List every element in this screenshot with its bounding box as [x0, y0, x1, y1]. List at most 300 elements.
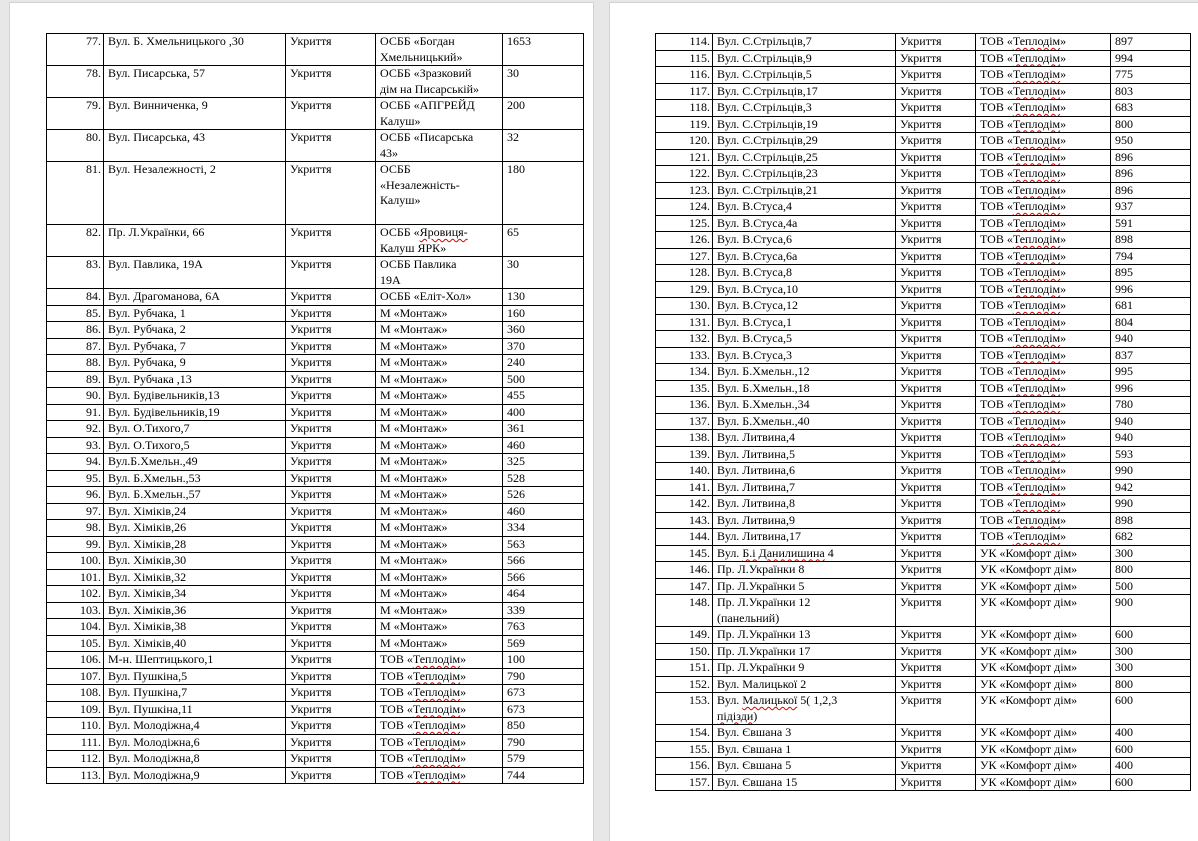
cell-address: Вул. В.Стуса,12 — [713, 298, 896, 315]
table-row — [47, 652, 584, 669]
cell-number: 132. — [656, 331, 713, 348]
table-row — [656, 512, 1191, 529]
cell-organization: УК «Комфорт дім» — [976, 725, 1111, 742]
cell-number: 111. — [47, 734, 104, 751]
cell-address: Вул. Рубчака, 2 — [104, 322, 286, 339]
cell-number: 95. — [47, 470, 104, 487]
spellcheck-flagged-word: Теплодім — [1012, 463, 1061, 477]
spellcheck-flagged-word: Теплодім — [1012, 430, 1061, 444]
cell-address: Вул.Б.Хмельн.,49 — [104, 454, 286, 471]
cell-capacity: 942 — [1111, 479, 1191, 496]
table-row — [47, 487, 584, 504]
cell-number: 86. — [47, 322, 104, 339]
cell-address: Вул. Литвина,17 — [713, 529, 896, 546]
cell-address: Вул. Хіміків,28 — [104, 536, 286, 553]
table-row — [47, 569, 584, 586]
cell-organization: ТОВ «Теплодім» — [976, 50, 1111, 67]
spellcheck-flagged-word: Теплодім — [412, 685, 461, 699]
cell-type: Укриття — [896, 133, 976, 150]
cell-number: 102. — [47, 586, 104, 603]
cell-number: 121. — [656, 149, 713, 166]
cell-capacity: 800 — [1111, 116, 1191, 133]
cell-address: Вул. В.Стуса,6а — [713, 248, 896, 265]
cell-address: Вул. В.Стуса,4 — [713, 199, 896, 216]
cell-number: 98. — [47, 520, 104, 537]
cell-number: 134. — [656, 364, 713, 381]
shelter-table-page-1 — [46, 33, 584, 784]
cell-capacity: 900 — [1111, 595, 1191, 627]
cell-type: Укриття — [896, 149, 976, 166]
table-row — [656, 166, 1191, 183]
cell-organization: М «Монтаж» — [376, 602, 503, 619]
cell-type: Укриття — [896, 545, 976, 562]
cell-capacity: 30 — [503, 66, 584, 98]
cell-address: Пр. Л.Українки 9 — [713, 660, 896, 677]
cell-type: Укриття — [286, 454, 376, 471]
cell-capacity: 683 — [1111, 100, 1191, 117]
cell-address: Вул. Б.Хмельн.,34 — [713, 397, 896, 414]
cell-number: 107. — [47, 668, 104, 685]
cell-address: Вул. С.Стрільців,21 — [713, 182, 896, 199]
cell-number: 142. — [656, 496, 713, 513]
table-row — [47, 602, 584, 619]
cell-type: Укриття — [896, 265, 976, 282]
spellcheck-flagged-word: Теплодім — [1012, 116, 1061, 131]
table-row — [656, 215, 1191, 232]
cell-address: Пр. Л.Українки, 66 — [104, 225, 286, 257]
cell-number: 106. — [47, 652, 104, 669]
spellcheck-flagged-word: Теплодім — [1012, 182, 1061, 197]
cell-organization: ТОВ «Теплодім» — [976, 413, 1111, 430]
cell-number: 148. — [656, 595, 713, 627]
cell-number: 127. — [656, 248, 713, 265]
cell-address: Вул. Малицької 2 — [713, 676, 896, 693]
cell-type: Укриття — [286, 404, 376, 421]
cell-number: 146. — [656, 562, 713, 579]
cell-organization: ТОВ «Теплодім» — [376, 751, 503, 768]
cell-number: 94. — [47, 454, 104, 471]
cell-organization: М «Монтаж» — [376, 487, 503, 504]
cell-organization: ТОВ «Теплодім» — [976, 364, 1111, 381]
cell-type: Укриття — [896, 215, 976, 232]
cell-address: Вул. Пушкіна,7 — [104, 685, 286, 702]
cell-number: 138. — [656, 430, 713, 447]
cell-capacity: 460 — [503, 503, 584, 520]
cell-capacity: 994 — [1111, 50, 1191, 67]
cell-capacity: 794 — [1111, 248, 1191, 265]
cell-address: Вул. Винниченка, 9 — [104, 98, 286, 130]
table-row — [656, 232, 1191, 249]
cell-capacity: 528 — [503, 470, 584, 487]
table-row — [656, 83, 1191, 100]
cell-number: 116. — [656, 67, 713, 84]
cell-organization: ТОВ «Теплодім» — [976, 430, 1111, 447]
cell-type: Укриття — [286, 162, 376, 225]
table-row — [47, 767, 584, 784]
cell-capacity: 790 — [503, 668, 584, 685]
cell-address: Вул. Молодіжна,4 — [104, 718, 286, 735]
cell-type: Укриття — [896, 232, 976, 249]
cell-organization: М «Монтаж» — [376, 421, 503, 438]
cell-type: Укриття — [286, 536, 376, 553]
cell-address: Вул. Писарська, 57 — [104, 66, 286, 98]
shelter-table-page-2 — [655, 33, 1191, 791]
cell-address: Вул. В.Стуса,5 — [713, 331, 896, 348]
cell-number: 91. — [47, 404, 104, 421]
cell-organization: ОСББ «Яровиця- Калуш ЯРК» — [376, 225, 503, 257]
cell-number: 133. — [656, 347, 713, 364]
cell-type: Укриття — [896, 512, 976, 529]
cell-address: Вул. В.Стуса,1 — [713, 314, 896, 331]
cell-type: Укриття — [286, 718, 376, 735]
cell-type: Укриття — [896, 758, 976, 775]
cell-number: 87. — [47, 338, 104, 355]
cell-organization: УК «Комфорт дім» — [976, 562, 1111, 579]
cell-type: Укриття — [896, 578, 976, 595]
cell-number: 108. — [47, 685, 104, 702]
cell-organization: М «Монтаж» — [376, 338, 503, 355]
cell-number: 82. — [47, 225, 104, 257]
cell-organization: ТОВ «Теплодім» — [976, 380, 1111, 397]
table-row — [656, 34, 1191, 51]
cell-number: 135. — [656, 380, 713, 397]
cell-address: Вул. Рубчака ,13 — [104, 371, 286, 388]
table-row — [656, 725, 1191, 742]
cell-address: Вул. Будівельників,19 — [104, 404, 286, 421]
table-row — [656, 758, 1191, 775]
cell-address: Вул. Євшана 1 — [713, 741, 896, 758]
table-row — [656, 199, 1191, 216]
cell-organization: ОСББ «АПГРЕЙД Калуш» — [376, 98, 503, 130]
table-row — [47, 751, 584, 768]
table-row — [656, 578, 1191, 595]
cell-organization: М «Монтаж» — [376, 586, 503, 603]
cell-number: 156. — [656, 758, 713, 775]
cell-number: 149. — [656, 627, 713, 644]
cell-number: 105. — [47, 635, 104, 652]
spellcheck-flagged-word: Теплодім — [1012, 512, 1061, 527]
cell-organization: УК «Комфорт дім» — [976, 741, 1111, 758]
spellcheck-flagged-word: Теплодім — [412, 668, 461, 683]
cell-capacity: 897 — [1111, 34, 1191, 51]
cell-type: Укриття — [896, 430, 976, 447]
cell-capacity: 600 — [1111, 741, 1191, 758]
cell-address: Пр. Л.Українки 13 — [713, 627, 896, 644]
cell-address: Вул. Литвина,7 — [713, 479, 896, 496]
cell-organization: ТОВ «Теплодім» — [976, 149, 1111, 166]
cell-type: Укриття — [286, 751, 376, 768]
cell-type: Укриття — [896, 116, 976, 133]
table-row — [47, 536, 584, 553]
cell-capacity: 566 — [503, 569, 584, 586]
cell-type: Укриття — [286, 487, 376, 504]
cell-type: Укриття — [896, 725, 976, 742]
cell-number: 129. — [656, 281, 713, 298]
cell-capacity: 579 — [503, 751, 584, 768]
table-row — [656, 248, 1191, 265]
cell-address: Вул. Б.Хмельн.,53 — [104, 470, 286, 487]
spellcheck-flagged-word: Теплодім — [1012, 133, 1061, 147]
spellcheck-flagged-word: Теплодім — [412, 734, 461, 749]
spellcheck-flagged-word: Теплодім — [1012, 446, 1061, 461]
cell-capacity: 360 — [503, 322, 584, 339]
cell-address: Вул. Хіміків,24 — [104, 503, 286, 520]
cell-organization: УК «Комфорт дім» — [976, 758, 1111, 775]
cell-organization: ТОВ «Теплодім» — [976, 314, 1111, 331]
cell-capacity: 200 — [503, 98, 584, 130]
table-row — [47, 66, 584, 98]
cell-number: 137. — [656, 413, 713, 430]
cell-type: Укриття — [896, 660, 976, 677]
spellcheck-flagged-word: Теплодім — [1012, 34, 1061, 48]
cell-number: 99. — [47, 536, 104, 553]
cell-type: Укриття — [286, 371, 376, 388]
cell-type: Укриття — [286, 553, 376, 570]
cell-capacity: 804 — [1111, 314, 1191, 331]
cell-organization: УК «Комфорт дім» — [976, 693, 1111, 725]
cell-number: 104. — [47, 619, 104, 636]
cell-address: Вул. В.Стуса,10 — [713, 281, 896, 298]
table-row — [656, 496, 1191, 513]
cell-capacity: 895 — [1111, 265, 1191, 282]
cell-organization: ТОВ «Теплодім» — [976, 265, 1111, 282]
cell-type: Укриття — [896, 50, 976, 67]
cell-organization: УК «Комфорт дім» — [976, 578, 1111, 595]
spellcheck-flagged-word: Теплодім — [1012, 314, 1061, 329]
table-row — [656, 397, 1191, 414]
table-row — [47, 355, 584, 372]
spellcheck-flagged-word: Яровиця- — [419, 225, 468, 239]
cell-organization: ТОВ «Теплодім» — [976, 347, 1111, 364]
cell-number: 154. — [656, 725, 713, 742]
table-row — [656, 676, 1191, 693]
cell-type: Укриття — [286, 322, 376, 339]
cell-organization: М «Монтаж» — [376, 635, 503, 652]
cell-organization: ТОВ «Теплодім» — [976, 116, 1111, 133]
cell-address: Вул. Євшана 3 — [713, 725, 896, 742]
cell-organization: ТОВ «Теплодім» — [976, 215, 1111, 232]
table-row — [47, 257, 584, 289]
spellcheck-flagged-word: Теплодім — [1012, 50, 1061, 65]
table-row — [656, 562, 1191, 579]
cell-number: 143. — [656, 512, 713, 529]
cell-type: Укриття — [286, 602, 376, 619]
table-row — [47, 338, 584, 355]
table-row — [47, 98, 584, 130]
cell-address: Вул. Малицької 5( 1,2,3 підізди) — [713, 693, 896, 725]
cell-type: Укриття — [896, 446, 976, 463]
cell-type: Укриття — [286, 701, 376, 718]
cell-type: Укриття — [896, 627, 976, 644]
table-row — [656, 463, 1191, 480]
cell-number: 118. — [656, 100, 713, 117]
spellcheck-flagged-word: Теплодім — [1012, 149, 1061, 164]
cell-type: Укриття — [896, 529, 976, 546]
cell-capacity: 600 — [1111, 774, 1191, 791]
cell-capacity: 464 — [503, 586, 584, 603]
table-row — [656, 446, 1191, 463]
cell-address: Вул. Рубчака, 9 — [104, 355, 286, 372]
cell-organization: ТОВ «Теплодім» — [976, 331, 1111, 348]
cell-address: Пр. Л.Українки 5 — [713, 578, 896, 595]
cell-type: Укриття — [896, 413, 976, 430]
cell-capacity: 100 — [503, 652, 584, 669]
table-row — [47, 388, 584, 405]
cell-organization: М «Монтаж» — [376, 404, 503, 421]
table-row — [47, 34, 584, 66]
cell-type: Укриття — [286, 388, 376, 405]
cell-organization: М «Монтаж» — [376, 569, 503, 586]
table-row — [656, 281, 1191, 298]
cell-address: Вул. Хіміків,40 — [104, 635, 286, 652]
cell-capacity: 600 — [1111, 627, 1191, 644]
spellcheck-flagged-word: Теплодім — [1012, 215, 1061, 230]
cell-type: Укриття — [286, 586, 376, 603]
page-2[interactable] — [610, 3, 1198, 841]
cell-type: Укриття — [286, 66, 376, 98]
spellcheck-flagged-word: Теплодім — [1012, 413, 1061, 428]
cell-capacity: 937 — [1111, 199, 1191, 216]
cell-capacity: 850 — [503, 718, 584, 735]
cell-number: 153. — [656, 693, 713, 725]
cell-capacity: 896 — [1111, 149, 1191, 166]
cell-number: 144. — [656, 529, 713, 546]
cell-organization: ТОВ «Теплодім» — [976, 496, 1111, 513]
cell-address: Вул. Павлика, 19А — [104, 257, 286, 289]
cell-type: Укриття — [286, 619, 376, 636]
table-row — [47, 718, 584, 735]
table-row — [656, 660, 1191, 677]
cell-number: 101. — [47, 569, 104, 586]
spellcheck-flagged-word: Теплодім — [1012, 67, 1061, 81]
table-row — [656, 545, 1191, 562]
cell-capacity: 400 — [1111, 725, 1191, 742]
cell-capacity: 569 — [503, 635, 584, 652]
table-row — [656, 529, 1191, 546]
table-row — [656, 182, 1191, 199]
table-row — [47, 404, 584, 421]
cell-capacity: 566 — [503, 553, 584, 570]
cell-number: 109. — [47, 701, 104, 718]
cell-organization: УК «Комфорт дім» — [976, 595, 1111, 627]
table-row — [656, 67, 1191, 84]
cell-type: Укриття — [286, 34, 376, 66]
cell-type: Укриття — [896, 496, 976, 513]
cell-capacity: 780 — [1111, 397, 1191, 414]
cell-type: Укриття — [896, 182, 976, 199]
cell-organization: М «Монтаж» — [376, 503, 503, 520]
cell-type: Укриття — [896, 166, 976, 183]
spellcheck-flagged-word: Теплодім — [412, 701, 461, 716]
cell-address: Вул. В.Стуса,8 — [713, 265, 896, 282]
cell-number: 114. — [656, 34, 713, 51]
table-row — [47, 701, 584, 718]
table-row — [47, 734, 584, 751]
cell-number: 141. — [656, 479, 713, 496]
cell-type: Укриття — [896, 479, 976, 496]
cell-number: 92. — [47, 421, 104, 438]
cell-address: Вул. С.Стрільців,25 — [713, 149, 896, 166]
cell-type: Укриття — [286, 421, 376, 438]
cell-capacity: 325 — [503, 454, 584, 471]
cell-capacity: 682 — [1111, 529, 1191, 546]
spellcheck-flagged-word: Малицької — [742, 693, 798, 707]
table-row — [656, 595, 1191, 627]
cell-address: Вул. Пушкіна,5 — [104, 668, 286, 685]
cell-capacity: 775 — [1111, 67, 1191, 84]
cell-capacity: 593 — [1111, 446, 1191, 463]
cell-capacity: 744 — [503, 767, 584, 784]
cell-number: 157. — [656, 774, 713, 791]
table-row — [656, 479, 1191, 496]
cell-capacity: 896 — [1111, 166, 1191, 183]
cell-address: Вул. Молодіжна,6 — [104, 734, 286, 751]
cell-number: 113. — [47, 767, 104, 784]
cell-address: Вул. В.Стуса,6 — [713, 232, 896, 249]
cell-address: Вул. Драгоманова, 6А — [104, 289, 286, 306]
cell-number: 126. — [656, 232, 713, 249]
spellcheck-flagged-word: Б.і Данилишина — [742, 545, 825, 560]
cell-capacity: 500 — [503, 371, 584, 388]
cell-address: Вул. Хіміків,34 — [104, 586, 286, 603]
cell-address: Вул. С.Стрільців,17 — [713, 83, 896, 100]
cell-address: Вул. С.Стрільців,19 — [713, 116, 896, 133]
cell-type: Укриття — [896, 676, 976, 693]
cell-organization: ТОВ «Теплодім» — [376, 767, 503, 784]
cell-address: Вул. Хіміків,38 — [104, 619, 286, 636]
table-row — [656, 643, 1191, 660]
cell-number: 115. — [656, 50, 713, 67]
cell-organization: УК «Комфорт дім» — [976, 660, 1111, 677]
cell-type: Укриття — [896, 100, 976, 117]
cell-type: Укриття — [896, 562, 976, 579]
spellcheck-flagged-word: Теплодім — [412, 767, 461, 782]
cell-number: 93. — [47, 437, 104, 454]
table-row — [656, 364, 1191, 381]
spellcheck-flagged-word: Теплодім — [412, 652, 461, 666]
page-1[interactable] — [10, 3, 593, 841]
cell-organization: УК «Комфорт дім» — [976, 643, 1111, 660]
cell-organization: ТОВ «Теплодім» — [976, 67, 1111, 84]
cell-type: Укриття — [286, 520, 376, 537]
table-row — [656, 50, 1191, 67]
cell-organization: ТОВ «Теплодім» — [976, 83, 1111, 100]
cell-organization: ТОВ «Теплодім» — [976, 232, 1111, 249]
table-row — [47, 454, 584, 471]
cell-capacity: 339 — [503, 602, 584, 619]
cell-address: Вул. Б.Хмельн.,12 — [713, 364, 896, 381]
cell-capacity: 940 — [1111, 331, 1191, 348]
cell-type: Укриття — [896, 380, 976, 397]
cell-type: Укриття — [896, 741, 976, 758]
cell-organization: ОСББ «Писарська 43» — [376, 130, 503, 162]
cell-capacity: 32 — [503, 130, 584, 162]
cell-address: Вул. Хіміків,30 — [104, 553, 286, 570]
table-row — [656, 693, 1191, 725]
cell-capacity: 600 — [1111, 693, 1191, 725]
cell-address: Вул. Хіміків,26 — [104, 520, 286, 537]
cell-address: Вул. С.Стрільців,23 — [713, 166, 896, 183]
cell-type: Укриття — [286, 652, 376, 669]
cell-organization: М «Монтаж» — [376, 355, 503, 372]
cell-type: Укриття — [286, 734, 376, 751]
cell-address: Вул. Молодіжна,8 — [104, 751, 286, 768]
cell-capacity: 673 — [503, 701, 584, 718]
cell-organization: ТОВ «Теплодім» — [976, 446, 1111, 463]
cell-type: Укриття — [286, 130, 376, 162]
table-row — [656, 116, 1191, 133]
table-row — [47, 437, 584, 454]
